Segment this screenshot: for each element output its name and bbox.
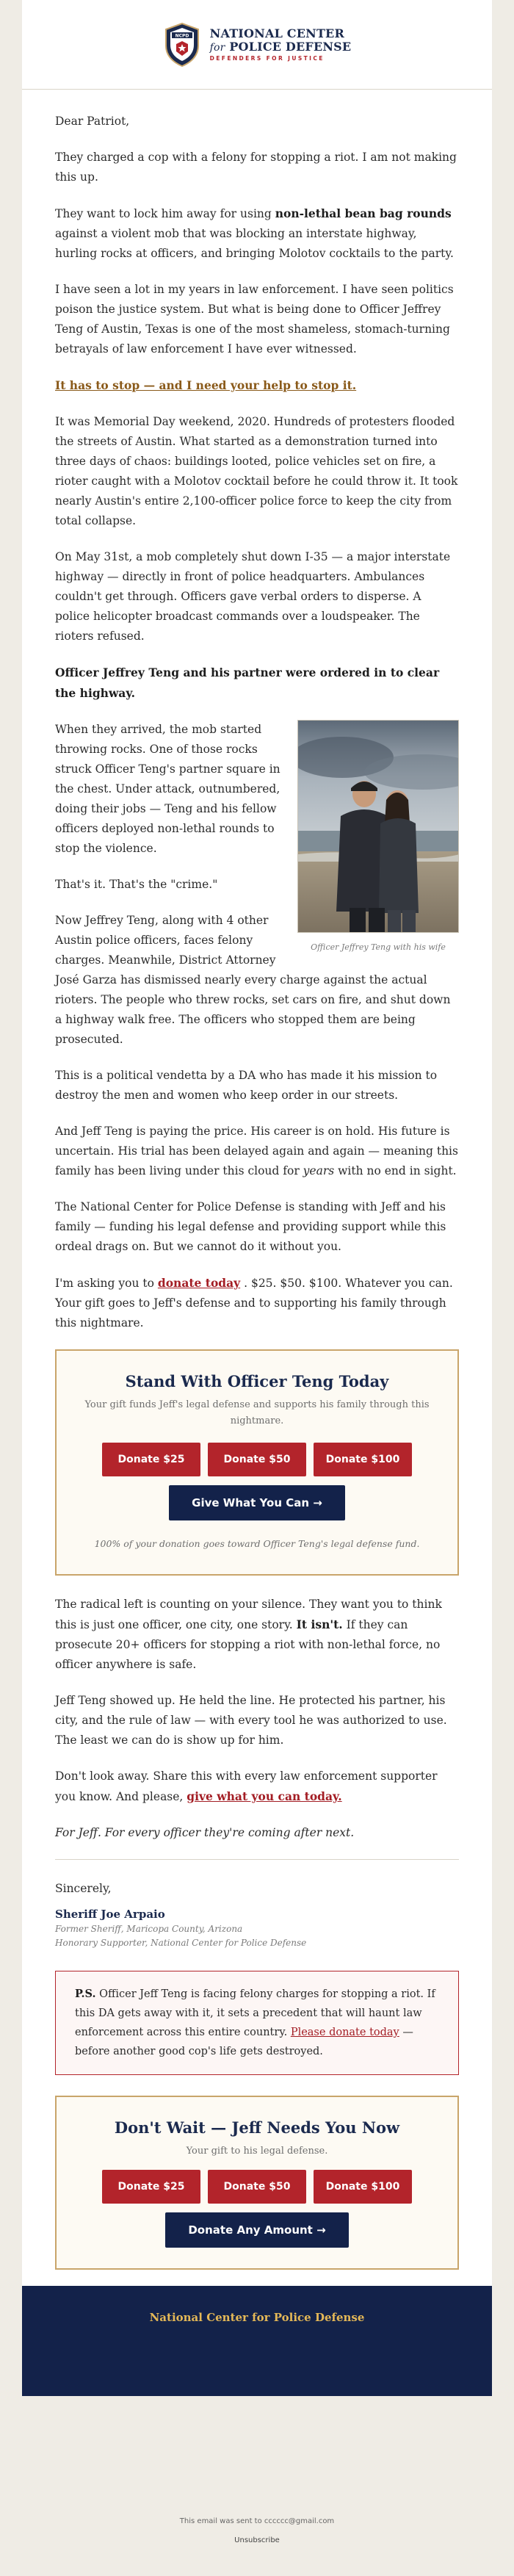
paragraph: Now Jeffrey Teng, along with 4 other Austin police officers, faces felony charges. Meanwhile, District Attorney bbox=[55, 914, 276, 967]
paragraph: It was Memorial Day weekend, 2020. Hundreds of protesters flooded the streets of Austin. What started as a demonstration turned into three days of chaos: buildings looted, police vehicles set on fire, a rioter caught with a Molotov cocktail before he could throw it. It took nearly Austin's entire 2,100-officer police force to keep the city from total collapse. bbox=[55, 415, 458, 527]
signature-name: Sheriff Joe Arpaio bbox=[55, 1908, 165, 1921]
paragraph: Jeff Teng showed up. He held the line. He protected his partner, his city, and the rule of law — with every tool he was authorized to use. The least we can do is show up for him. bbox=[55, 1694, 447, 1747]
letter-body bbox=[22, 90, 492, 2270]
donate-box-secondary bbox=[55, 2096, 459, 2270]
cta-title: Stand With Officer Teng Today bbox=[125, 1372, 389, 1390]
donate-25-button[interactable]: Donate $25 bbox=[102, 2170, 200, 2204]
paragraph: On May 31st, a mob completely shut down I-35 — a major interstate highway — directly in front of police headquarters. Ambulances couldn't get through. Officers gave verbal orders to disperse. A police helicopter broadcast commands over a loudspeaker. The rioters refused. bbox=[55, 550, 451, 643]
emphasis-paragraph: Officer Jeffrey Teng and his partner were ordered in to clear the highway. bbox=[55, 665, 440, 700]
org-name-line1: NATIONAL CENTER bbox=[209, 26, 344, 40]
paragraph: And Jeff Teng is paying the price. His career is on hold. His future is uncertain. His trial has been delayed again and again — meaning this family has been living under this cloud for years with no end in sight. bbox=[55, 1125, 458, 1177]
ps-label: P.S. bbox=[75, 1988, 96, 2000]
photo-image bbox=[298, 721, 459, 933]
closing-line: For Jeff. For every officer they're coming after next. bbox=[55, 1826, 355, 1839]
paragraph: They charged a cop with a felony for stopping a riot. I am not making this up. bbox=[55, 151, 457, 184]
cta-subtitle: Your gift to his legal defense. bbox=[186, 2146, 328, 2157]
donate-any-amount-button[interactable]: Donate Any Amount → bbox=[165, 2212, 349, 2248]
email-card bbox=[22, 0, 492, 2396]
email-header bbox=[22, 0, 492, 90]
unsubscribe-link[interactable]: Unsubscribe bbox=[234, 2536, 280, 2544]
signature-title-1: Former Sheriff, Maricopa County, Arizona bbox=[55, 1924, 243, 1934]
signoff: Sincerely, bbox=[55, 1882, 112, 1895]
donate-50-button[interactable]: Donate $50 bbox=[208, 1443, 306, 1476]
donate-box-primary bbox=[55, 1349, 459, 1576]
signature-title-2: Honorary Supporter, National Center for Police Defense bbox=[55, 1938, 307, 1948]
cta-subtitle: Your gift funds Jeff's legal defense and supports his family through this nightmare. bbox=[84, 1399, 430, 1426]
org-name-line2: POLICE DEFENSE bbox=[229, 40, 352, 54]
divider bbox=[55, 1859, 459, 1860]
sent-to-text: This email was sent to cccccc@gmail.com bbox=[179, 2517, 335, 2525]
cta-title: Don't Wait — Jeff Needs You Now bbox=[114, 2118, 400, 2137]
postscript-box: P.S. Officer Jeff Teng is facing felony charges for stopping a riot. If this DA gets away with it, it sets a precedent that will haunt law enforcement across this entire country. Please donate today — before another good cop's life gets destroyed. bbox=[55, 1971, 459, 2075]
paragraph: They want to lock him away for using non-lethal bean bag rounds against a violent mob that was blocking an interstate highway, hurling rocks at officers, and bringing Molotov cocktails to the party. bbox=[55, 206, 454, 260]
officer-photo bbox=[297, 720, 459, 933]
police-badge-icon bbox=[163, 22, 201, 68]
org-tagline: DEFENDERS FOR JUSTICE bbox=[209, 54, 325, 62]
paragraph: The National Center for Police Defense is standing with Jeff and his family — funding his legal defense and providing support while this ordeal drags on. But we cannot do it without you. bbox=[55, 1200, 446, 1253]
email-footer-meta bbox=[0, 2512, 514, 2550]
photo-caption: Officer Jeffrey Teng with his wife bbox=[311, 942, 446, 952]
footer-org-name: National Center for Police Defense bbox=[149, 2311, 365, 2324]
give-what-you-can-button[interactable]: Give What You Can → bbox=[169, 1485, 345, 1520]
donate-100-button[interactable]: Donate $100 bbox=[314, 1443, 412, 1476]
paragraph: José Garza has dismissed nearly every charge against the actual rioters. The people who threw rocks, set cars on fire, and shut down a highway walk free. The officers who stopped them are being prosecuted. bbox=[55, 973, 451, 1046]
give-today-link[interactable]: give what you can today. bbox=[187, 1789, 342, 1803]
paragraph: The radical left is counting on your silence. They want you to think this is just one officer, one city, one story. It isn't. If they can prosecute 20+ officers for stopping a riot with non-lethal force, no officer anywhere is safe. bbox=[55, 1598, 442, 1671]
emphasis-text: non-lethal bean bag rounds bbox=[275, 206, 452, 220]
donate-50-button[interactable]: Donate $50 bbox=[208, 2170, 306, 2204]
donate-today-link[interactable]: donate today bbox=[157, 1276, 241, 1290]
photo-figure bbox=[297, 720, 459, 957]
photo-section bbox=[55, 720, 459, 970]
footer-band bbox=[22, 2286, 492, 2396]
greeting: Dear Patriot, bbox=[55, 115, 130, 128]
org-name-for: for bbox=[209, 42, 225, 54]
svg-text:NCPD: NCPD bbox=[175, 33, 189, 38]
paragraph: I have seen a lot in my years in law enforcement. I have seen politics poison the justice system. But what is being done to Officer Jeffrey Teng of Austin, Texas is one of the most shameless, stomach-turning betrayals of law enforcement I have ever witnessed. bbox=[55, 283, 454, 356]
cta-fine-print: 100% of your donation goes toward Officer Teng's legal defense fund. bbox=[94, 1538, 420, 1549]
ps-donate-link[interactable]: Please donate today bbox=[290, 2027, 399, 2038]
donate-25-button[interactable]: Donate $25 bbox=[102, 1443, 200, 1476]
org-logo[interactable] bbox=[163, 22, 352, 68]
paragraph: I'm asking you to donate today . $25. $50. $100. Whatever you can. Your gift goes to Jeff's defense and to supporting his family through this nightmare. bbox=[55, 1276, 453, 1330]
paragraph: This is a political vendetta by a DA who has made it his mission to destroy the men and women who keep order in our streets. bbox=[55, 1069, 438, 1102]
paragraph: Don't look away. Share this with every law enforcement supporter you know. And please, give what you can today. bbox=[55, 1769, 438, 1803]
paragraph: That's it. That's the "crime." bbox=[55, 878, 218, 891]
donate-100-button[interactable]: Donate $100 bbox=[314, 2170, 412, 2204]
paragraph: When they arrived, the mob started throwing rocks. One of those rocks struck Officer Teng's partner square in the chest. Under attack, outnumbered, doing their jobs — Teng and his fellow officers deployed non-lethal rounds to stop the violence. bbox=[55, 723, 280, 855]
stop-it-link[interactable]: It has to stop — and I need your help to stop it. bbox=[55, 378, 357, 392]
